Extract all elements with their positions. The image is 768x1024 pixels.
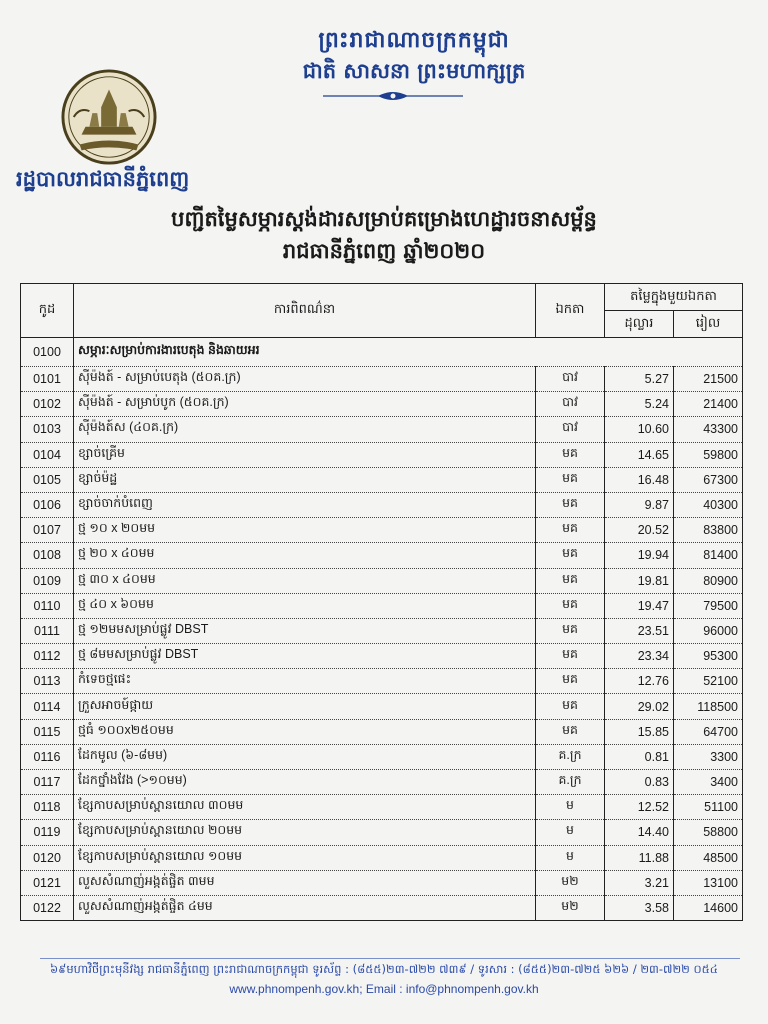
row-riel: 58800: [674, 820, 743, 845]
row-usd: 9.87: [605, 492, 674, 517]
footer-address: ៦៩មហាវិថីព្រះមុនីវង្ស រាជធានីភ្នំពេញ ព្រះរាជាណាចក្រកម្ពុជា ទូរស័ព្ទ : (៨៥៥)២៣-៧២២ ៧៣៩ / ទូរសារ : (៨៥៥)២៣-៧២៥ ៦២៦ / ២៣-៧២២ ០៥៤: [50, 962, 718, 976]
row-riel: 14600: [674, 895, 743, 920]
row-unit: ម២: [536, 870, 605, 895]
row-riel: 43300: [674, 417, 743, 442]
row-code: 0117: [21, 770, 74, 795]
row-riel: 64700: [674, 719, 743, 744]
row-code: 0105: [21, 467, 74, 492]
row-code: 0111: [21, 618, 74, 643]
row-unit: មគ: [536, 442, 605, 467]
row-usd: 16.48: [605, 467, 674, 492]
row-riel: 3300: [674, 744, 743, 769]
row-riel: 81400: [674, 543, 743, 568]
row-description: ខ្សែកាបសម្រាប់ស្ពានយោល ១០មម: [74, 845, 536, 870]
row-riel: 95300: [674, 644, 743, 669]
table-row: [21, 644, 743, 669]
row-unit: មគ: [536, 719, 605, 744]
row-usd: 12.52: [605, 795, 674, 820]
row-unit: មគ: [536, 568, 605, 593]
table-row: [21, 367, 743, 392]
row-description: កំទេចថ្មផេះ: [74, 669, 536, 694]
table-row: [21, 694, 743, 719]
table-row: [21, 543, 743, 568]
row-usd: 20.52: [605, 518, 674, 543]
row-code: 0119: [21, 820, 74, 845]
row-code: 0110: [21, 593, 74, 618]
category-description: សម្ភារៈសម្រាប់ការងារបេតុង និងឆាយអរ: [74, 338, 743, 367]
row-code: 0116: [21, 744, 74, 769]
row-description: ថ្ម ៤០ x ៦០មម: [74, 593, 536, 618]
row-unit: មគ: [536, 644, 605, 669]
row-riel: 21400: [674, 392, 743, 417]
kingdom-title: ព្រះរាជាណាចក្រកម្ពុជា: [318, 27, 510, 53]
row-description: ថ្ម ១២មមសម្រាប់ផ្លូវ DBST: [74, 618, 536, 643]
row-riel: 13100: [674, 870, 743, 895]
row-description: លួសសំណាញ់អង្កត់ផ្ចិត ៣មម: [74, 870, 536, 895]
row-code: 0114: [21, 694, 74, 719]
row-unit: មគ: [536, 467, 605, 492]
row-code: 0104: [21, 442, 74, 467]
row-usd: 19.94: [605, 543, 674, 568]
row-unit: មគ: [536, 492, 605, 517]
row-code: 0112: [21, 644, 74, 669]
table-row: [21, 719, 743, 744]
row-usd: 5.24: [605, 392, 674, 417]
row-usd: 11.88: [605, 845, 674, 870]
table-row: [21, 492, 743, 517]
row-usd: 14.40: [605, 820, 674, 845]
row-code: 0101: [21, 367, 74, 392]
row-code: 0115: [21, 719, 74, 744]
row-unit: ម: [536, 795, 605, 820]
table-row: [21, 669, 743, 694]
table-row: [21, 518, 743, 543]
row-usd: 15.85: [605, 719, 674, 744]
row-description: ខ្សែកាបសម្រាប់ស្ពានយោល ៣០មម: [74, 795, 536, 820]
header-riel: រៀល: [674, 311, 743, 338]
row-code: 0107: [21, 518, 74, 543]
row-riel: 21500: [674, 367, 743, 392]
row-description: ខ្សាច់ម៉ដ្ឋ: [74, 467, 536, 492]
row-description: ខ្សែកាបសម្រាប់ស្ពានយោល ២០មម: [74, 820, 536, 845]
table-row: [21, 618, 743, 643]
row-usd: 3.58: [605, 895, 674, 920]
row-riel: 3400: [674, 770, 743, 795]
row-unit: បាវ: [536, 392, 605, 417]
row-description: ស៊ីម៉ងត៍ - សម្រាប់បេតុង (៥០គ.ក្រ): [74, 367, 536, 392]
row-description: ខ្សាច់ចាក់បំពេញ: [74, 492, 536, 517]
row-code: 0102: [21, 392, 74, 417]
row-code: 0108: [21, 543, 74, 568]
row-description: ថ្មធំ ១០០x២៥០មម: [74, 719, 536, 744]
row-usd: 3.21: [605, 870, 674, 895]
row-unit: គ.ក្រ: [536, 744, 605, 769]
footer-divider: [40, 958, 740, 959]
document-title: បញ្ជីតម្លៃសម្ភារស្ដង់ដារសម្រាប់គម្រោងហេដ្ឋារចនាសម្ព័ន្ធ: [171, 206, 597, 231]
row-description: ដែកថ្នាំងវែង (>១០មម): [74, 770, 536, 795]
table-row: [21, 467, 743, 492]
row-usd: 19.81: [605, 568, 674, 593]
row-description: ក្រួសអាចម៍ផ្កាយ: [74, 694, 536, 719]
row-riel: 52100: [674, 669, 743, 694]
row-unit: បាវ: [536, 367, 605, 392]
row-code: 0106: [21, 492, 74, 517]
city-admin-name: រដ្ឋបាលរាជធានីភ្នំពេញ: [16, 166, 190, 191]
row-code: 0118: [21, 795, 74, 820]
row-unit: មគ: [536, 694, 605, 719]
table-row: [21, 392, 743, 417]
row-riel: 59800: [674, 442, 743, 467]
document-subtitle: រាជធានីភ្នំពេញ ឆ្នាំ២០២០: [282, 238, 486, 263]
category-code: 0100: [21, 338, 74, 367]
row-code: 0103: [21, 417, 74, 442]
row-description: ថ្ម ៣០ x ៤០មម: [74, 568, 536, 593]
price-table: [20, 283, 743, 921]
row-usd: 29.02: [605, 694, 674, 719]
row-description: ថ្ម ៨មមសម្រាប់ផ្លូវ DBST: [74, 644, 536, 669]
row-code: 0113: [21, 669, 74, 694]
table-row: [21, 795, 743, 820]
table-row: [21, 770, 743, 795]
table-row: [21, 568, 743, 593]
row-usd: 0.81: [605, 744, 674, 769]
header-code: កូដ: [21, 284, 74, 338]
row-unit: ម: [536, 845, 605, 870]
category-row: [21, 338, 743, 367]
table-row: [21, 820, 743, 845]
row-usd: 14.65: [605, 442, 674, 467]
row-riel: 67300: [674, 467, 743, 492]
row-unit: ម២: [536, 895, 605, 920]
row-usd: 12.76: [605, 669, 674, 694]
table-row: [21, 870, 743, 895]
header-description: ការពិពណ៌នា: [74, 284, 536, 338]
row-description: លួសសំណាញ់អង្កត់ផ្ចិត ៤មម: [74, 895, 536, 920]
header-unit: ឯកតា: [536, 284, 605, 338]
row-riel: 80900: [674, 568, 743, 593]
row-unit: គ.ក្រ: [536, 770, 605, 795]
row-unit: មគ: [536, 593, 605, 618]
row-code: 0122: [21, 895, 74, 920]
row-description: ខ្សាច់គ្រើម: [74, 442, 536, 467]
row-unit: មគ: [536, 669, 605, 694]
row-usd: 0.83: [605, 770, 674, 795]
row-code: 0121: [21, 870, 74, 895]
row-usd: 23.34: [605, 644, 674, 669]
row-riel: 83800: [674, 518, 743, 543]
footer-contact: www.phnompenh.gov.kh; Email : info@phnompenh.gov.kh: [229, 982, 539, 996]
national-motto: ជាតិ សាសនា ព្រះមហាក្សត្រ: [302, 58, 526, 83]
city-seal-icon: [60, 68, 158, 166]
row-description: ថ្ម ១០ x ២០មម: [74, 518, 536, 543]
table-row: [21, 442, 743, 467]
row-usd: 19.47: [605, 593, 674, 618]
row-description: ដែកមូល (៦-៨មម): [74, 744, 536, 769]
row-riel: 79500: [674, 593, 743, 618]
row-description: ថ្ម ២០ x ៤០មម: [74, 543, 536, 568]
row-riel: 48500: [674, 845, 743, 870]
row-usd: 10.60: [605, 417, 674, 442]
table-row: [21, 895, 743, 920]
row-riel: 51100: [674, 795, 743, 820]
row-usd: 5.27: [605, 367, 674, 392]
table-row: [21, 845, 743, 870]
row-riel: 96000: [674, 618, 743, 643]
row-usd: 23.51: [605, 618, 674, 643]
row-riel: 40300: [674, 492, 743, 517]
row-unit: ម: [536, 820, 605, 845]
table-row: [21, 593, 743, 618]
row-unit: បាវ: [536, 417, 605, 442]
row-description: ស៊ីម៉ងត៍ - សម្រាប់បូក (៥០គ.ក្រ): [74, 392, 536, 417]
row-description: ស៊ីម៉ងត៍ស (៤០គ.ក្រ): [74, 417, 536, 442]
row-code: 0109: [21, 568, 74, 593]
header-usd: ដុល្លារ: [605, 311, 674, 338]
table-row: [21, 744, 743, 769]
ornament-divider-icon: [318, 88, 468, 104]
row-unit: មគ: [536, 518, 605, 543]
row-code: 0120: [21, 845, 74, 870]
table-row: [21, 417, 743, 442]
row-riel: 118500: [674, 694, 743, 719]
row-unit: មគ: [536, 543, 605, 568]
header-price-per-unit: តម្លៃក្នុងមួយឯកតា: [605, 284, 743, 311]
row-unit: មគ: [536, 618, 605, 643]
